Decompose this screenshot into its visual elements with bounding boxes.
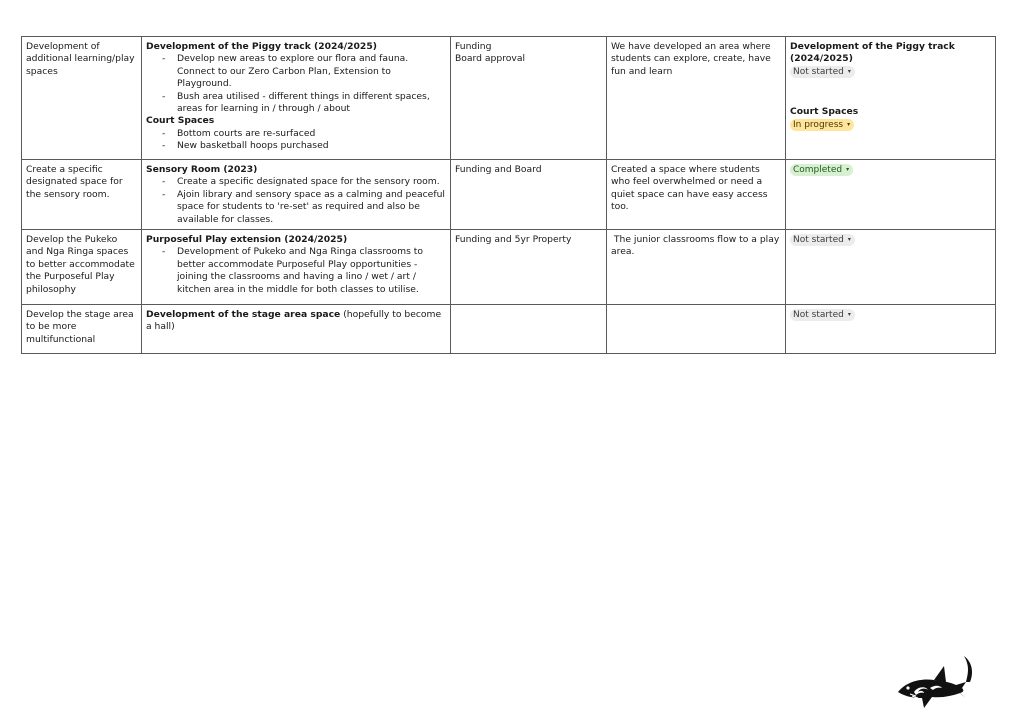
resources-text: Board approval (455, 53, 526, 65)
status-label: Completed (793, 165, 843, 175)
status-cell (786, 37, 996, 160)
goal-cell (22, 37, 142, 160)
actions-cell (142, 37, 451, 160)
action-list (146, 176, 446, 226)
list-item: - New basketball hoops purchased (146, 140, 446, 152)
status-label: Not started (793, 235, 844, 246)
resources-text: Funding and Board (455, 164, 542, 175)
action-list (146, 53, 446, 115)
goal-cell (22, 305, 142, 354)
section-title: Development of the stage area space (146, 309, 341, 321)
status-cell (786, 160, 996, 230)
shark-logo-icon (894, 652, 974, 712)
list-item: - Ajoin library and sensory space as a calming and peaceful space for students to 're-set' as required and also be available for classes. (146, 189, 446, 226)
outcome-text: The junior classrooms flow to a play area. (611, 234, 783, 258)
outcome-text: Created a space where students who feel overwhelmed or need a quiet space can have easy access too. (611, 164, 768, 213)
section-title: Purposeful Play extension (2024/2025) (146, 234, 348, 246)
status-dropdown[interactable] (790, 234, 855, 246)
goal-text: Develop the Pukeko and Nga Ringa spaces to better accommodate the Purposeful Play philosophy (26, 234, 135, 295)
actions-cell (142, 230, 451, 305)
status-block-title: Court Spaces (790, 106, 859, 118)
status-label: Not started (793, 66, 844, 77)
resources-cell (451, 160, 607, 230)
outcome-cell (607, 305, 786, 354)
section-note: (hopefully to become a hall) (146, 309, 442, 333)
status-dropdown[interactable] (790, 66, 855, 78)
goal-cell (22, 160, 142, 230)
list-item: - Create a specific designated space for the sensory room. (146, 176, 446, 188)
status-label: In progress (793, 119, 844, 130)
outcome-text: We have developed an area where students can explore, create, have fun and learn (611, 41, 771, 77)
resources-text: Funding (455, 41, 492, 52)
status-cell (786, 230, 996, 305)
strategic-plan-table (21, 36, 996, 354)
chevron-down-icon: ▾ (847, 236, 851, 244)
chevron-down-icon: ▾ (846, 166, 850, 173)
chevron-down-icon: ▾ (847, 311, 851, 319)
section-title: Development of the Piggy track (2024/2025) (146, 41, 377, 52)
goal-text: Develop the stage area to be more multifunctional (26, 309, 134, 345)
actions-cell (142, 305, 451, 354)
action-list (146, 246, 446, 296)
list-item: - Develop new areas to explore our flora and fauna. Connect to our Zero Carbon Plan, Extension to Playground. (146, 53, 446, 90)
list-item: - Bush area utilised - different things in different spaces, areas for learning in / through / about (146, 91, 446, 116)
action-list (146, 128, 446, 153)
list-item: - Bottom courts are re-surfaced (146, 128, 446, 140)
status-label: Not started (793, 310, 844, 321)
resources-cell (451, 230, 607, 305)
section-title: Sensory Room (2023) (146, 164, 258, 175)
table-row (22, 37, 996, 160)
table-row (22, 230, 996, 305)
status-dropdown[interactable] (790, 119, 854, 131)
list-item: - Development of Pukeko and Nga Ringa classrooms to better accommodate Purposeful Play opportunities - joining the classrooms and having a lino / wet / art / kitchen area in the middle for both classes to utilise. (146, 246, 446, 296)
chevron-down-icon: ▾ (847, 67, 851, 75)
status-dropdown[interactable] (790, 309, 855, 321)
table-row (22, 160, 996, 230)
resources-text: Funding and 5yr Property (455, 234, 572, 246)
resources-cell (451, 305, 607, 354)
goal-text: Create a specific designated space for the sensory room. (26, 164, 123, 200)
table-row (22, 305, 996, 354)
chevron-down-icon: ▾ (847, 120, 851, 128)
outcome-cell (607, 230, 786, 305)
outcome-cell (607, 37, 786, 160)
status-block-title: Development of the Piggy track (2024/2025) (790, 41, 955, 65)
status-dropdown[interactable] (790, 164, 853, 176)
section-title: Court Spaces (146, 115, 215, 127)
status-cell (786, 305, 996, 354)
outcome-cell (607, 160, 786, 230)
resources-cell (451, 37, 607, 160)
actions-cell (142, 160, 451, 230)
goal-cell (22, 230, 142, 305)
goal-text: Development of additional learning/play spaces (26, 41, 135, 77)
